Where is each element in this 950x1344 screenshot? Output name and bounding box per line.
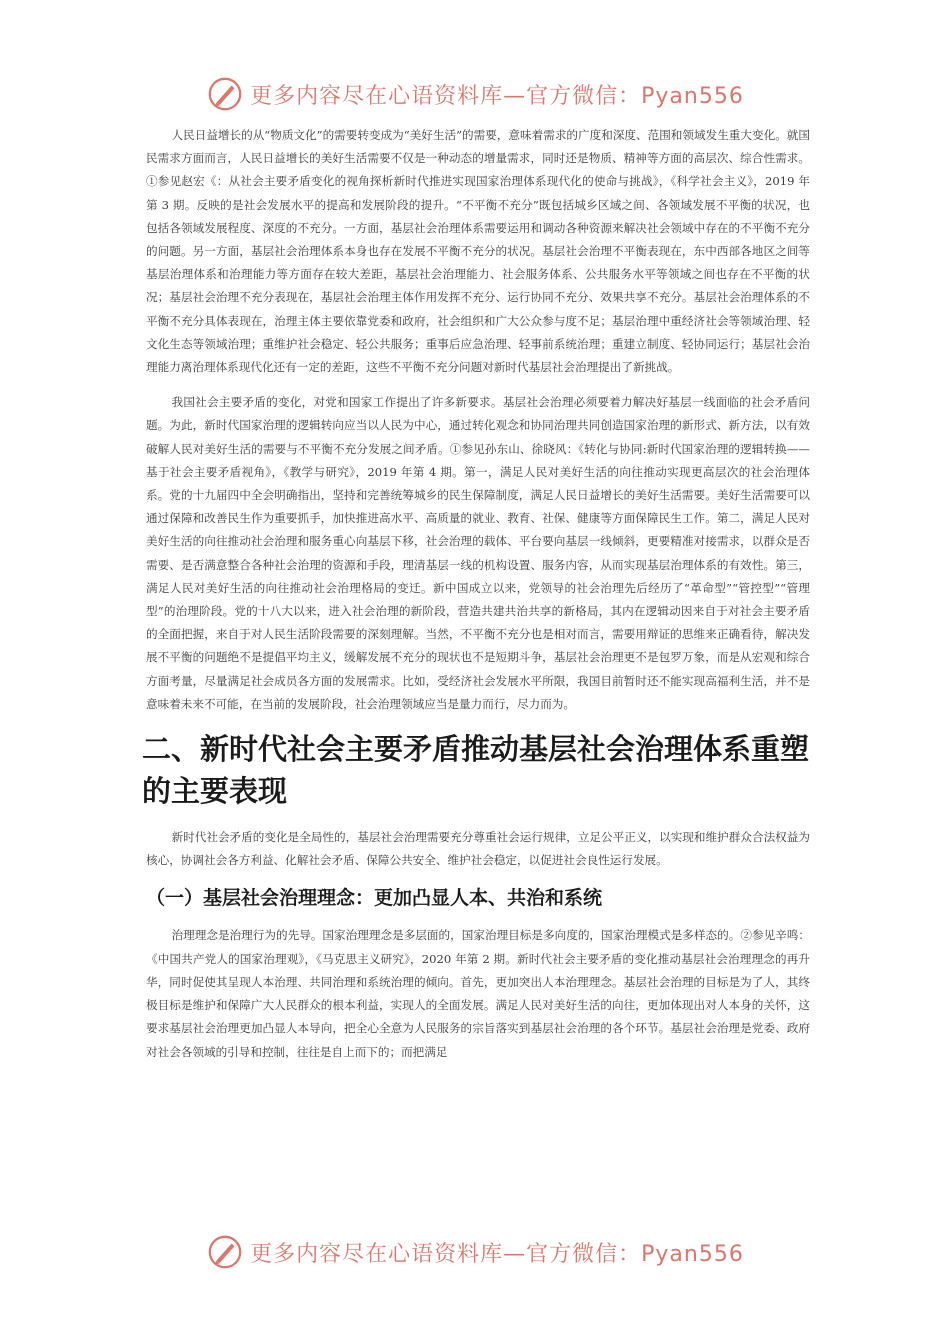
watermark-text: 更多内容尽在心语资料库—官方微信：Pyan556 [250, 83, 744, 109]
paragraph: 治理理念是治理行为的先导。国家治理理念是多层面的，国家治理目标是多向度的，国家治理模式是多样态的。②参见辛鸣：《中国共产党人的国家治理观》，《马克思主义研究》，2020 年第 2 期。新时代社会主要矛盾的变化推动基层社会治理理念的再升华，同时促使其呈现人本治理、共同治理和系统治理的倾向。首先，更加突出人本治理理念。基层社会治理的目标是为了人，其终极目标是维护和保障广大人民群众的根本利益，实现人的全面发展。满足人民对美好生活的向往，更加体现出对人本身的关怀，这要求基层社会治理更加凸显人本导向，把全心全意为人民服务的宗旨落实到基层社会治理的各个环节。基层社会治理是党委、政府对社会各领域的引导和控制，往往是自上而下的；而把满足 [146, 928, 810, 1059]
paragraph: 我国社会主要矛盾的变化，对党和国家工作提出了许多新要求。基层社会治理必须要着力解决好基层一线面临的社会矛盾问题。为此，新时代国家治理的逻辑转向应当以人民为中心，通过转化观念和协同治理共同创造国家治理的新形式、新方法，以有效破解人民对美好生活的需要与不平衡不充分发展之间矛盾。①参见孙东山、徐晓风：《转化与协同:新时代国家治理的逻辑转换——基于社会主要矛盾视角》，《教学与研究》，2019 年第 4 期。第一，满足人民对美好生活的向往推动实现更高层次的社会治理体系。党的十九届四中全会明确指出，坚持和完善统筹城乡的民生保障制度，满足人民日益增长的美好生活需要。美好生活需要可以通过保障和改善民生作为重要抓手，加快推进高水平、高质量的就业、教育、社保、健康等方面保障民生工作。第二，满足人民对美好生活的向往推动社会治理和服务重心向基层下移，社会治理的载体、平台要向基层一线倾斜，更要精准对接需求，以群众是否需要、是否满意整合各种社会治理的资源和手段，理清基层一线的机构设置、服务内容，从而实现基层治理体系的有效性。第三，满足人民对美好生活的向往推动社会治理格局的变迁。新中国成立以来，党领导的社会治理先后经历了“革命型”“管控型”“管理型”的治理阶段。党的十八大以来，进入社会治理的新阶段，营造共建共治共享的新格局，其内在逻辑动因来自于对社会主要矛盾的全面把握，来自于对人民生活阶段需要的深刻理解。当然，不平衡不充分也是相对而言，需要用辩证的思维来正确看待，解决发展不平衡的问题绝不是提倡平均主义，缓解发展不充分的现状也不是短期斗争，基层社会治理更不是包罗万象，而是从宏观和综合方面考量，尽量满足社会成员各方面的发展需求。比如，受经济社会发展水平所限，我国目前暂时还不能实现高福利生活，并不是意味着未来不可能，在当前的发展阶段，社会治理领域应当是量力而行，尽力而为。 [146, 395, 810, 711]
paragraph: 新时代社会矛盾的变化是全局性的，基层社会治理需要充分尊重社会运行规律，立足公平正义，以实现和维护群众合法权益为核心，协调社会各方利益、化解社会矛盾、保障公共安全、维护社会稳定，以促进社会良性运行发展。 [146, 830, 810, 868]
subsection-heading: （一）基层社会治理理念：更加凸显人本、共治和系统 [146, 887, 603, 910]
paragraph: 人民日益增长的从“物质文化”的需要转变成为“美好生活”的需要，意味着需求的广度和深度、范围和领域发生重大变化。就国民需求方面而言，人民日益增长的美好生活需要不仅是一种动态的增量需求，同时还是物质、精神等方面的高层次、综合性需求。①参见赵宏《：从社会主要矛盾变化的视角探析新时代推进实现国家治理体系现代化的使命与挑战》，《科学社会主义》，2019 年第 3 期。反映的是社会发展水平的提高和发展阶段的提升。“不平衡不充分”既包括城乡区域之间、各领域发展不平衡的状况，也包括各领域发展程度、深度的不充分。一方面，基层社会治理体系需要运用和调动各种资源来解决社会领域中存在的不平衡不充分的问题。另一方面，基层社会治理体系本身也存在发展不平衡不充分的状况。基层社会治理不平衡表现在，东中西部各地区之间等基层治理体系和治理能力等方面存在较大差距，基层社会治理能力、社会服务体系、公共服务水平等领域之间也存在不平衡的状况；基层社会治理不充分表现在，基层社会治理主体作用发挥不充分、运行协同不充分、效果共享不充分。基层社会治理体系的不平衡不充分具体表现在，治理主体主要依靠党委和政府，社会组织和广大公众参与度不足；基层治理中重经济社会等领域治理、轻文化生态等领域治理；重维护社会稳定、轻公共服务；重事后应急治理、轻事前系统治理；重建立制度、轻协同运行；基层社会治理能力离治理体系现代化还有一定的差距，这些不平衡不充分问题对新时代基层社会治理提出了新挑战。 [146, 128, 810, 375]
pen-logo-icon [206, 75, 244, 113]
header-watermark-banner [0, 74, 950, 114]
pen-logo-icon [206, 1233, 244, 1271]
section-heading: 二、新时代社会主要矛盾推动基层社会治理体系重塑的主要表现 [142, 732, 810, 809]
watermark-text: 更多内容尽在心语资料库—官方微信：Pyan556 [250, 1241, 744, 1267]
footer-watermark-banner [0, 1232, 950, 1272]
document-body [142, 124, 810, 1076]
